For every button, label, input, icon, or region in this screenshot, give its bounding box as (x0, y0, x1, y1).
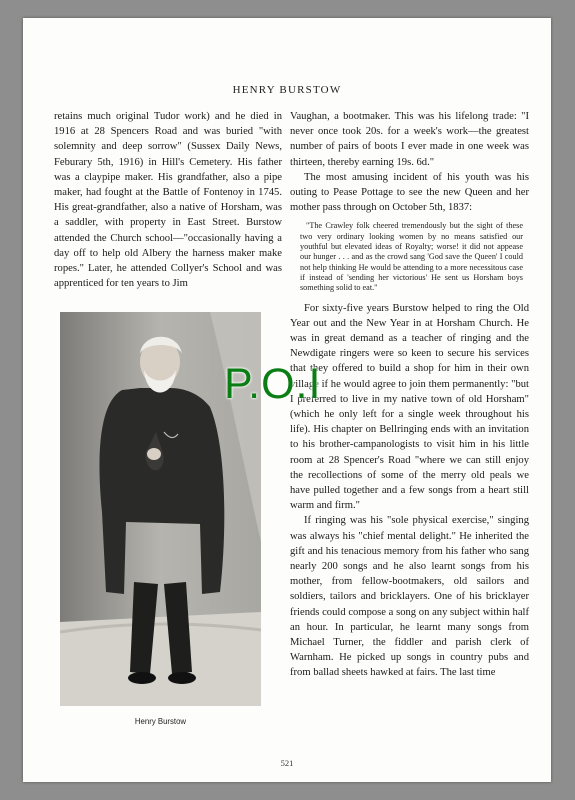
photo-caption: Henry Burstow (134, 717, 187, 726)
right-paragraph-1: Vaughan, a bootmaker. This was his lifelong trade: "I never once took 20s. for a week's work—the greatest number of pairs of boots I ever made in one week was thirteen, thereby earning 19s. 6d." (290, 111, 529, 168)
watermark: P.O.I (224, 360, 322, 408)
right-paragraph-2: The most amusing incident of his youth was his outing to Pease Pottage to see the new Queen and her mother pass through on October 5th, 1837: (290, 171, 529, 214)
block-quote: "The Crawley folk cheered tremendously but the sight of these two very ordinary looking women by no means satisfied our youthful but elevated ideas of Royalty; worse! it did not appease our hunger . . . and as the crowd sang 'God save the Queen' I could not help thinking He would be attending to a more necessitous case if instead of 'sending her victorious' He sent us Horsham boys something solid to eat." (300, 221, 523, 293)
right-paragraph-4: If ringing was his "sole physical exercise," singing was always his "chief mental delight." He inherited the gift and his tenacious memory from his father who sang nearly 200 songs and he also learnt songs from his mother, from fellow-bootmakers, old sailors and soldiers, tailors and bricklayers. One of his bricklayer friends could compose a song on any subject within half an hour. In particular, he learnt many songs from Michael Turner, the fiddler and parish clerk of Warnham. He picked up songs in country pubs and from ballad sheets hawked at fairs. The last time (290, 515, 529, 679)
left-paragraph-1: retains much original Tudor work) and he died in 1916 at 28 Spencers Road and was buried "with solemnity and deep sorrow" (Sussex Daily News, Feburary 5th, 1916) in Hill's Cemetery. His father was a claypipe maker. His grandfather, also a pipe maker, had fought at the Battle of Fontenoy in 1745. His great-grandfather, also a native of Horsham, was a saddler, with property in East Street. Burstow attended the Church school—"occasionally having a day off to help old Albery the harness maker make ropes." Later, he attended Collyer's School and was apprenticed for ten years to Jim (54, 111, 282, 290)
right-column (290, 109, 529, 681)
page-number: 521 (280, 758, 294, 768)
left-column (54, 109, 282, 291)
page-title: HENRY BURSTOW (232, 84, 342, 96)
right-paragraph-3: For sixty-five years Burstow helped to ring the Old Year out and the New Year in at Horsham Church. He was in great demand as a teacher of ringing and the Newdigate ringers were so keen to secure his services that they offered to build a shop for him in their own village if he would agree to join them permanently: "but I preferred to live in my native town of old Horsham" (which he only left for a single week throughout his life). His chapter on Bellringing ends with an invitation to his brother-campanologists to visit him in his little room at 28 Spencer's Road "where we can still enjoy the recollections of some of the merry old peals we have pulled together and a few songs from a heart still warm and firm." (290, 302, 529, 512)
